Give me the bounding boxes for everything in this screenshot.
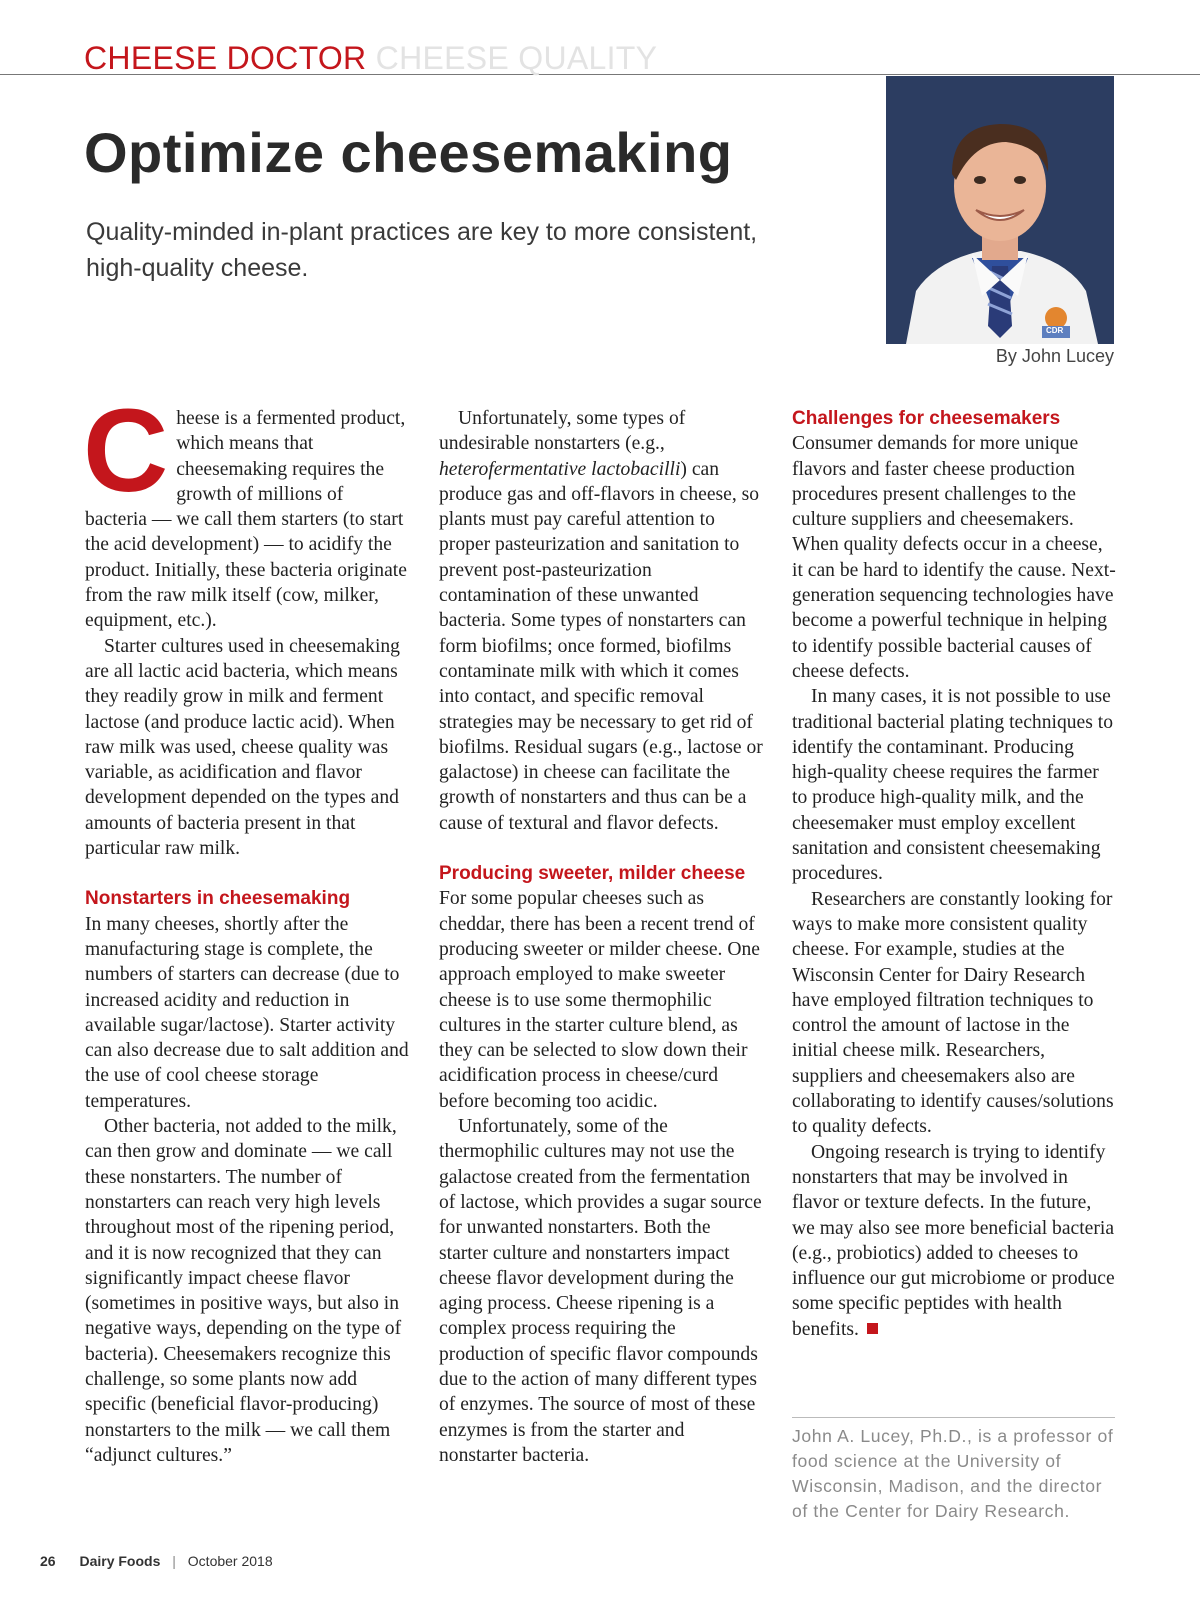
body-paragraph (792, 1140, 1117, 1342)
body-paragraph: Other bacteria, not added to the milk, can then grow and dominate — we call these nonstarters. The number of nonstarters can reach very high levels throughout most of the ripening period, and it is now recognized that they can significantly impact cheese flavor (sometimes in positive ways, but also in negative ways, depending on the type of bacteria). Cheesemakers recognize this challenge, so some plants now add specific (beneficial flavor-producing) nonstarters to the milk — we call them “adjunct cultures.” (85, 1116, 402, 1466)
body-paragraph: Starter cultures used in cheesemaking are all lactic acid bacteria, which means they readily grow in milk and ferment lactose (and produce lactic acid). When raw milk was used, cheese quality was variable, as acidification and flavor development depended on the types and amounts of bacteria present in that particular raw milk. (85, 635, 400, 860)
subhead-sweeter-milder: Producing sweeter, milder cheese (439, 863, 746, 885)
author-bio: John A. Lucey, Ph.D., is a professor of food science at the University of Wisconsin, Madison, and the director of the Center for Dairy Research. (792, 1426, 1114, 1521)
body-text-segment: Ongoing research is trying to identify nonstarters that may be involved in flavor or texture defects. In the future, we may also see more beneficial bacteria (e.g., probiotics) added to cheeses to influence our gut microbiome or produce some specific peptides with health benefits. (792, 1141, 1115, 1340)
body-text-segment: Unfortunately, some types of undesirable nonstarters (e.g., (439, 408, 686, 455)
article-column-3 (792, 406, 1117, 1342)
publication-name: Dairy Foods (79, 1553, 161, 1569)
bio-divider (792, 1417, 1115, 1418)
body-paragraph (439, 406, 764, 836)
byline: By John Lucey (995, 346, 1114, 366)
end-mark-icon (867, 1323, 878, 1334)
drop-cap: C (83, 385, 169, 517)
body-text-segment: ) can produce gas and off-flavors in cheese, so plants must pay careful attention to proper pasteurization and sanitation to prevent post-pasteurization contamination of these unwanted bacteria. Some types of nonstarters can form biofilms; once formed, biofilms contaminate milk with which it comes into contact, and specific removal strategies may be necessary to get rid of biofilms. Residual sugars (e.g., lactose or galactose) in cheese can facilitate the growth of nonstarters and thus can be a cause of textural and flavor defects. (439, 458, 763, 834)
article-title: Optimize cheesemaking (84, 121, 733, 184)
author-portrait-illustration (886, 76, 1114, 344)
issue-date: October 2018 (187, 1553, 273, 1569)
kicker-cheese-quality: CHEESE QUALITY (375, 40, 658, 76)
kicker-cheese-doctor: CHEESE DOCTOR (84, 40, 367, 76)
author-photo (886, 76, 1114, 344)
lead-paragraph (83, 385, 410, 634)
section-kicker (84, 42, 657, 74)
body-paragraph: In many cheeses, shortly after the manufacturing stage is complete, the numbers of starters can decrease (due to increased acidity and reduction in available sugar/lactose). Starter activity can also decrease due to salt addition and the use of cool cheese storage temperatures. (85, 913, 409, 1112)
article-dek: Quality-minded in-plant practices are key to more consistent, high-quality cheese. (86, 218, 758, 282)
body-paragraph: Consumer demands for more unique flavors and faster cheese production procedures present challenges to the culture suppliers and cheesemakers. When quality defects occur in a cheese, it can be hard to identify the cause. Next-generation sequencing technologies have become a powerful technique in helping to identify possible bacterial causes of cheese defects. (792, 433, 1116, 682)
paragraph-gap (85, 861, 410, 886)
article-column-2 (439, 406, 764, 1468)
paragraph-gap (439, 836, 764, 861)
subhead-nonstarters: Nonstarters in cheesemaking (85, 888, 351, 910)
page-footer (40, 1553, 273, 1569)
body-paragraph: Researchers are constantly looking for ways to make more consistent quality cheese. For example, studies at the Wisconsin Center for Dairy Research have employed filtration techniques to control the amount of lactose in the initial cheese milk. Researchers, suppliers and cheesemakers also are collaborating to identify causes/solutions to quality defects. (792, 888, 1114, 1138)
article-column-1 (83, 385, 410, 1468)
lead-paragraph-text: heese is a fermented product, which means that cheesemaking requires the growth of millions of bacteria — we call them starters (to start the acid development) — to acidify the product. Initially, these bacteria originate from the raw milk itself (cow, milker, equipment, etc.). (85, 408, 407, 632)
species-name: heterofermentative lactobacilli (439, 458, 681, 480)
page-number: 26 (40, 1553, 56, 1569)
body-paragraph: For some popular cheeses such as cheddar, there has been a recent trend of producing sweeter or milder cheese. One approach employed to make sweeter cheese is to use some thermophilic cultures in the starter culture blend, as they can be selected to slow down their acidification process in cheese/curd before becoming too acidic. (439, 888, 760, 1112)
body-paragraph: Unfortunately, some of the thermophilic cultures may not use the galactose created from the fermentation of lactose, which provides a sugar source for unwanted nonstarters. Both the starter culture and nonstarters impact cheese flavor development during the aging process. Cheese ripening is a complex process requiring the production of specific flavor compounds due to the action of many different types of enzymes. The source of most of these enzymes is from the starter and nonstarter bacteria. (439, 1116, 762, 1466)
subhead-challenges: Challenges for cheesemakers (792, 408, 1061, 429)
footer-separator: | (172, 1553, 176, 1569)
body-paragraph: In many cases, it is not possible to use traditional bacterial plating techniques to identify the contaminant. Producing high-quality cheese requires the farmer to produce high-quality milk, and the cheesemaker must employ excellent sanitation and consistent cheesemaking procedures. (792, 686, 1114, 885)
photo-badge-text: CDR (1046, 326, 1064, 335)
